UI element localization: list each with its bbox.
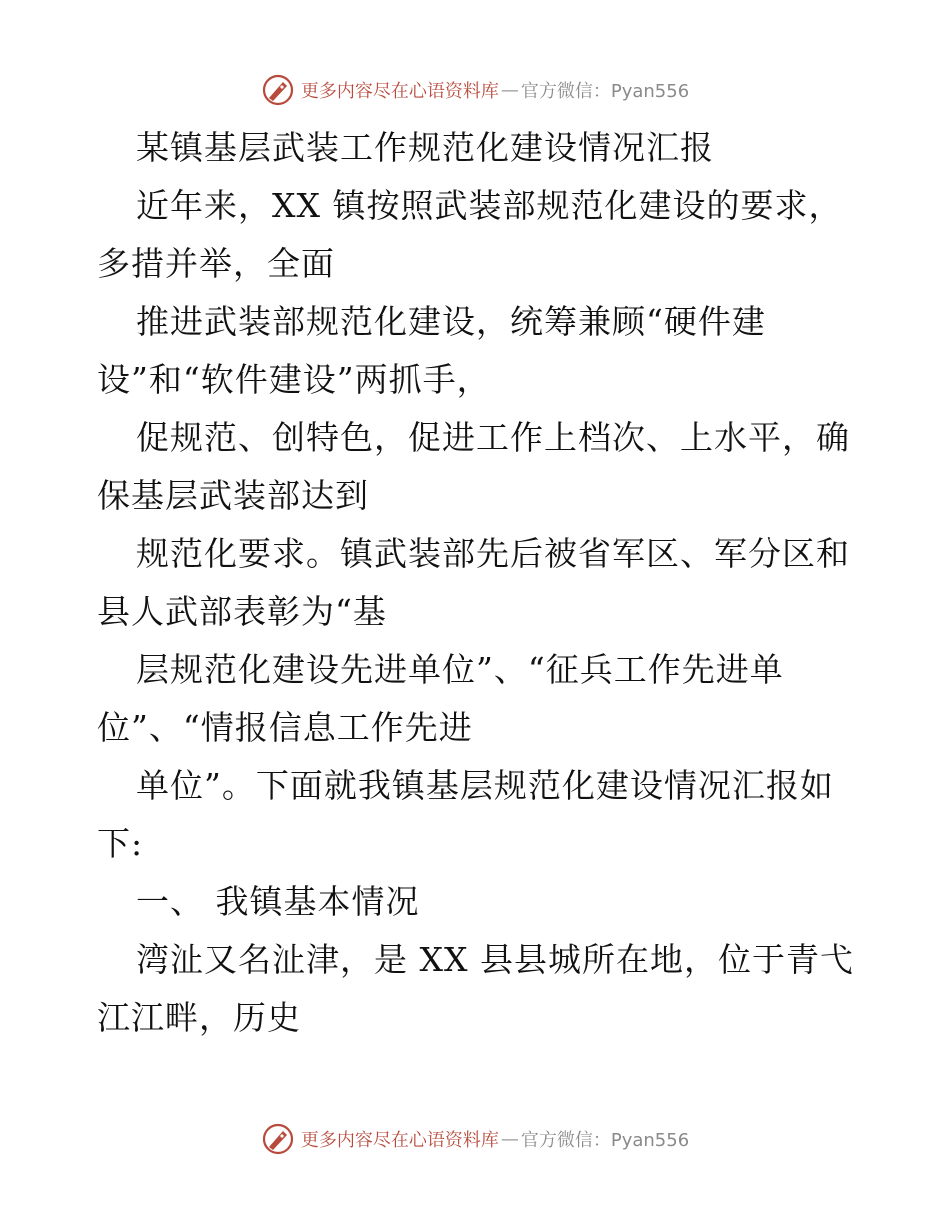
paragraph-line: 县人武部表彰为“基	[97, 592, 387, 631]
watermark-separator: —	[500, 1128, 519, 1150]
paragraph-line: 位”、“情报信息工作先进	[97, 708, 473, 747]
paragraph-line: 保基层武装部达到	[97, 476, 369, 515]
paragraph-line: 下:	[97, 824, 144, 863]
footer-watermark	[0, 1119, 950, 1159]
paragraph-line: 江江畔，历史	[97, 998, 301, 1037]
paragraph-line: 单位”。下面就我镇基层规范化建设情况汇报如	[136, 766, 834, 805]
paragraph-line: 湾沚又名沚津，是 XX 县县城所在地，位于青弋	[136, 940, 854, 979]
document-title: 某镇基层武装工作规范化建设情况汇报	[136, 128, 714, 167]
header-watermark	[0, 70, 950, 110]
paragraph-line: 多措并举，全面	[97, 244, 335, 283]
watermark-separator: —	[500, 79, 519, 101]
watermark-site-text: 更多内容尽在心语资料库	[300, 1130, 499, 1151]
section-heading: 一、 我镇基本情况	[136, 882, 420, 921]
paragraph-line: 促规范、创特色，促进工作上档次、上水平，确	[136, 418, 850, 457]
paragraph-line: 推进武装部规范化建设，统筹兼顾“硬件建	[136, 302, 766, 341]
paragraph-line: 近年来，XX 镇按照武装部规范化建设的要求，	[136, 186, 843, 225]
paragraph-line: 规范化要求。镇武装部先后被省军区、军分区和	[136, 534, 850, 573]
pen-nib-seal-icon	[261, 73, 295, 107]
paragraph-line: 层规范化建设先进单位”、“征兵工作先进单	[136, 650, 784, 689]
paragraph-line: 设”和“软件建设”两抓手，	[97, 360, 491, 399]
watermark-wechat-text: 官方微信：Pyan556	[520, 1130, 690, 1151]
watermark-wechat-text: 官方微信：Pyan556	[520, 81, 690, 102]
watermark-site-text: 更多内容尽在心语资料库	[300, 81, 499, 102]
pen-nib-seal-icon	[261, 1122, 295, 1156]
